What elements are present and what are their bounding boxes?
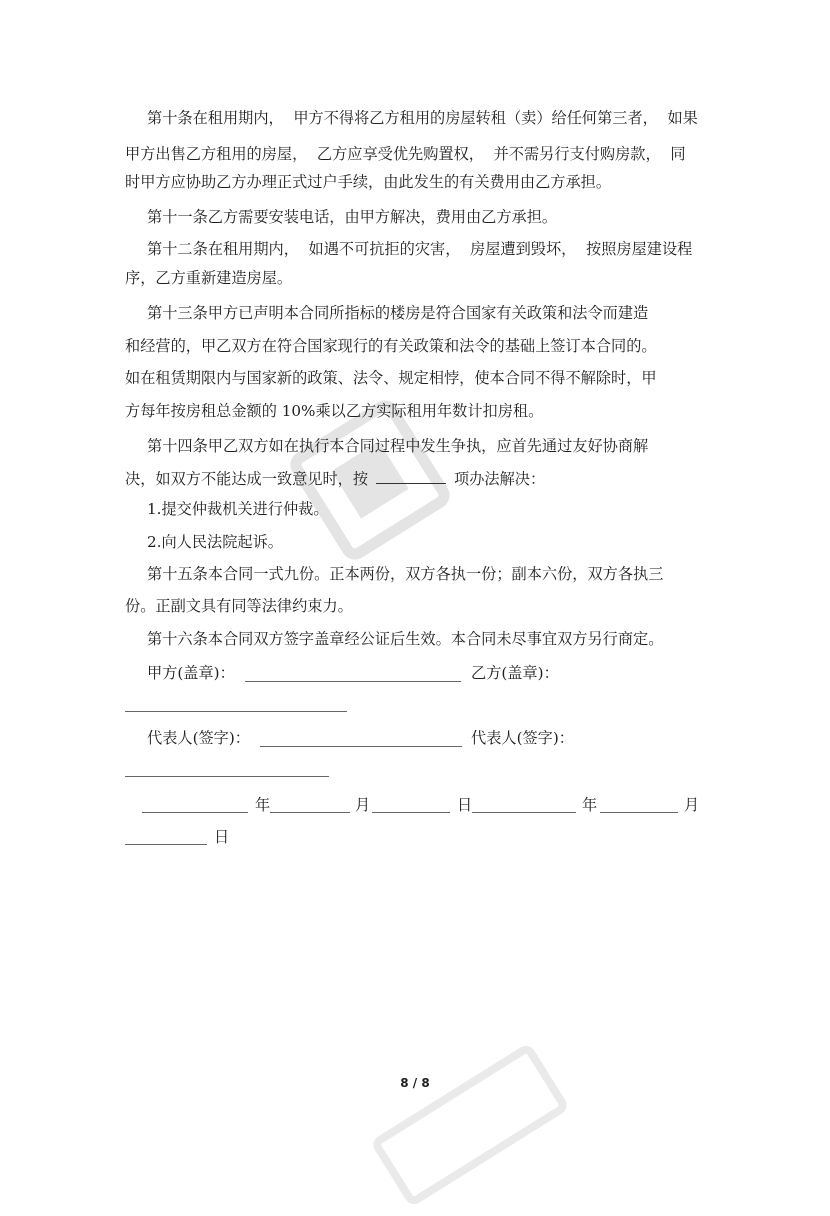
party-b-seal-label: 乙方(盖章)：	[471, 664, 559, 682]
option-2: 2.向人民法院起诉。	[147, 533, 283, 551]
dispute-method-blank[interactable]	[376, 467, 446, 484]
article-12-line-1: 第十二条在租用期内， 如遇不可抗拒的灾害， 房屋遭到毁坏， 按照房屋建设程	[147, 240, 693, 258]
article-14-line-1: 第十四条甲乙双方如在执行本合同过程中发生争执，应首先通过友好协商解	[147, 437, 649, 455]
party-b-seal-blank[interactable]	[125, 711, 347, 712]
party-b-month-blank[interactable]	[600, 812, 678, 813]
representative-a-blank[interactable]	[260, 746, 462, 747]
party-a-month-label: 月	[355, 796, 371, 814]
party-b-year-blank[interactable]	[472, 812, 576, 813]
article-14-text-after-blank: 项办法解决：	[454, 470, 546, 488]
party-a-seal-blank[interactable]	[245, 681, 461, 682]
party-a-year-blank[interactable]	[142, 812, 248, 813]
party-b-day-label: 日	[214, 828, 230, 846]
article-13-line-2: 和经营的，甲乙双方在符合国家现行的有关政策和法令的基础上签订本合同的。	[125, 337, 657, 355]
article-13-line-4: 方每年按房租总金额的 10%乘以乙方实际租用年数计扣房租。	[125, 402, 544, 420]
party-b-day-blank[interactable]	[125, 844, 207, 845]
article-15-line-1: 第十五条本合同一式九份。正本两份，双方各执一份；副本六份，双方各执三	[147, 565, 664, 583]
article-15-line-2: 份。正副文具有同等法律约束力。	[125, 597, 353, 615]
article-10-line-2: 甲方出售乙方租用的房屋， 乙方应享受优先购置权， 并不需另行支付购房款， 同	[125, 145, 686, 163]
article-13-line-1: 第十三条甲方已声明本合同所指标的楼房是符合国家有关政策和法令而建造	[147, 304, 649, 322]
article-12-line-2: 序，乙方重新建造房屋。	[125, 269, 293, 287]
party-a-year-label: 年	[255, 796, 271, 814]
watermark-logo-bottom	[361, 1034, 578, 1216]
article-14-text-before-blank: 决，如双方不能达成一致意见时，按	[125, 470, 368, 488]
party-a-month-blank[interactable]	[270, 812, 350, 813]
article-11: 第十一条乙方需要安装电话，由甲方解决，费用由乙方承担。	[147, 208, 558, 226]
representative-b-label: 代表人(签字)：	[471, 729, 574, 747]
party-a-day-blank[interactable]	[372, 812, 450, 813]
article-16: 第十六条本合同双方签字盖章经公证后生效。本合同未尽事宜双方另行商定。	[147, 630, 664, 648]
party-b-month-label: 月	[684, 796, 700, 814]
option-1: 1.提交仲裁机关进行仲裁。	[147, 500, 329, 518]
party-a-day-label: 日	[457, 796, 473, 814]
representative-a-label: 代表人(签字)：	[147, 729, 250, 747]
article-14-line-2	[125, 467, 545, 489]
representative-b-blank[interactable]	[125, 776, 329, 777]
article-13-line-3: 如在租赁期限内与国家新的政策、法令、规定相悖，使本合同不得不解除时，甲	[125, 369, 657, 387]
page-number: 8 / 8	[400, 1076, 430, 1090]
article-10-line-3: 时甲方应协助乙方办理正式过户手续，由此发生的有关费用由乙方承担。	[125, 173, 611, 191]
party-a-seal-label: 甲方(盖章)：	[147, 664, 235, 682]
article-10-line-1: 第十条在租用期内， 甲方不得将乙方租用的房屋转租（卖）给任何第三者， 如果	[147, 109, 698, 127]
party-b-year-label: 年	[582, 796, 598, 814]
